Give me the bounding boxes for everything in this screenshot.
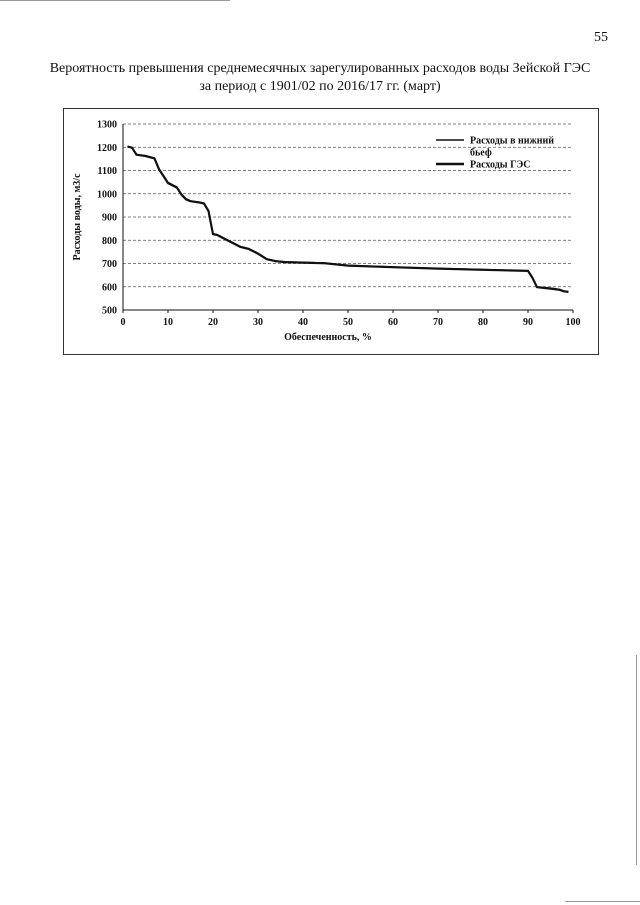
x-tick-label: 20 [208,317,218,328]
x-tick-label: 100 [565,317,581,328]
x-tick-label: 0 [120,317,126,328]
margin-mark-bottom-right [565,901,640,902]
y-tick-label: 1100 [97,166,117,177]
x-tick-label: 30 [253,317,263,328]
margin-mark-top-left [0,0,230,1]
chart-title-line-1: Вероятность превышения среднемесячных зарегулированных расходов воды Зейской ГЭС [49,61,591,76]
y-tick-label: 500 [102,305,117,317]
y-tick-label: 900 [102,212,117,224]
legend-label-2: Расходы ГЭС [470,159,531,171]
x-tick-label: 90 [523,317,533,328]
legend-layer [436,136,554,171]
page-number: 55 [594,30,608,45]
x-axis-label: Обеспеченность, % [284,332,372,343]
x-tick-label: 40 [298,317,308,328]
y-axis-label: Расходы воды, м3/с [72,173,83,261]
x-tick-label: 80 [478,317,488,328]
legend-label-1: Расходы в нижний бьеф [470,135,555,159]
x-tick-label: 50 [343,317,353,328]
y-tick-label: 1300 [97,119,117,131]
y-tick-label: 800 [102,235,117,247]
x-tick-label: 70 [433,317,443,328]
margin-mark-right-edge [636,655,637,865]
y-tick-label: 700 [102,259,117,270]
x-tick-label: 60 [388,317,398,328]
chart-title-block [0,60,640,96]
y-tick-label: 1200 [97,142,117,154]
chart-title-line-2: за период с 1901/02 по 2016/17 гг. (март) [199,79,441,94]
axes-layer [97,120,581,329]
chart-frame [63,108,599,355]
x-tick-label: 10 [163,317,173,328]
y-tick-label: 1000 [97,189,117,201]
chart-svg [64,109,600,356]
grid-layer [123,124,573,310]
y-tick-label: 600 [102,282,117,294]
